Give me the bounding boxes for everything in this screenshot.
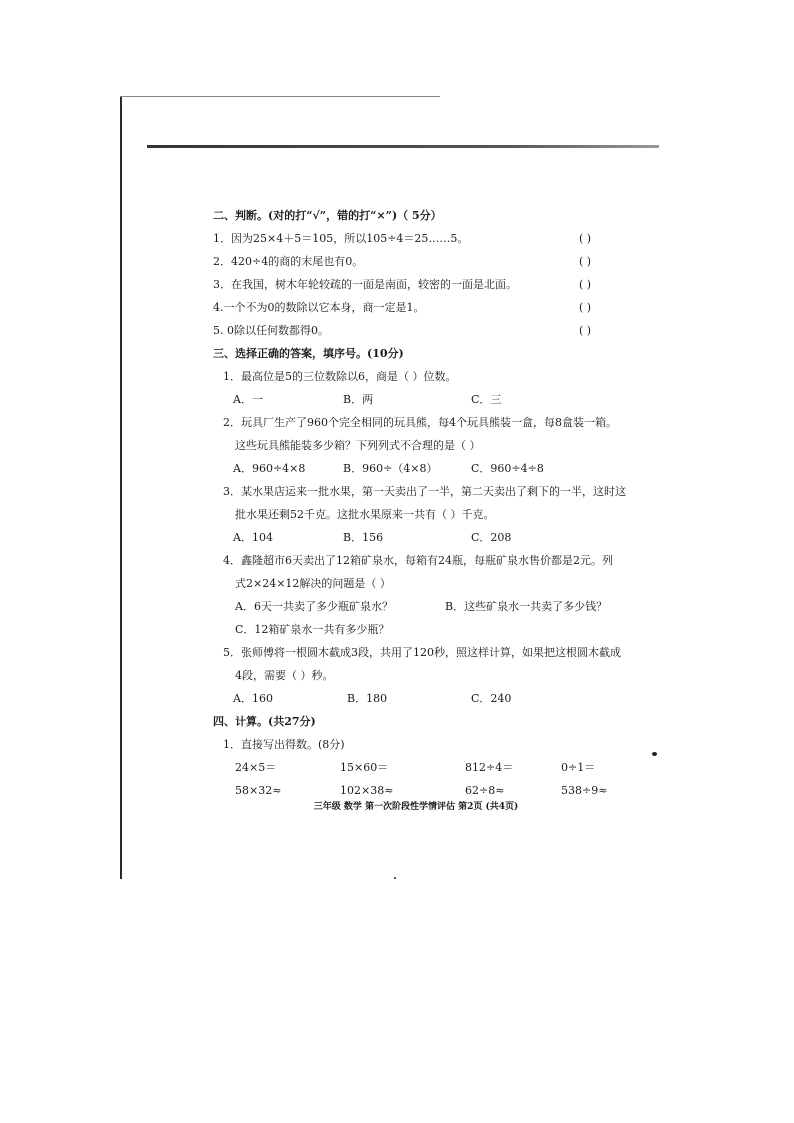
- scan-border-top: [120, 96, 440, 97]
- choice-q4-stem: 4．鑫隆超市6天卖出了12箱矿泉水，每箱有24瓶，每瓶矿泉水售价都是2元。列: [223, 554, 613, 567]
- scan-border-left: [120, 97, 122, 879]
- choice-q2-stem: 2．玩具厂生产了960个完全相同的玩具熊，每4个玩具熊装一盒，每8盒装一箱。: [223, 416, 617, 429]
- choice-q1-options: [213, 388, 633, 411]
- calc-item: 15×60＝: [340, 761, 389, 774]
- judge-item-4: 4.一个不为0的数除以它本身，商一定是1。 ( ): [213, 296, 633, 319]
- answer-paren: ( ): [578, 278, 592, 291]
- answer-paren: ( ): [578, 301, 592, 314]
- calc-subtitle: 1．直接写出得数。(8分): [223, 738, 345, 751]
- choice-q5-options: [213, 687, 633, 710]
- choice-q3-stem: 3．某水果店运来一批水果，第一天卖出了一半，第二天卖出了剩下的一半，这时这: [223, 485, 626, 498]
- choice-q4-stem-cont: 式2×24×12解决的问题是（ ）: [235, 577, 391, 590]
- choice-q3-stem-cont: 批水果还剩52千克。这批水果原来一共有（ ）千克。: [235, 508, 495, 521]
- choice-q4-options-c: [213, 618, 633, 641]
- option-a: A．104: [233, 531, 273, 544]
- option-c: C．12箱矿泉水一共有多少瓶？: [235, 623, 390, 636]
- option-b: B．156: [343, 531, 384, 544]
- judge-item-5: 5. 0除以任何数都得0。 ( ): [213, 319, 633, 342]
- page-footer: 三年级 数学 第一次阶段性学情评估 第2页 (共4页): [313, 802, 519, 812]
- exam-page: [213, 204, 633, 802]
- calc-row-1: [213, 756, 633, 779]
- option-c: C．三: [471, 393, 502, 406]
- choice-q2-stem-cont: 这些玩具熊能装多少箱？下列列式不合理的是（ ）: [235, 439, 481, 452]
- option-b: B．这些矿泉水一共卖了多少钱？: [445, 600, 608, 613]
- option-a: A．6天一共卖了多少瓶矿泉水？: [235, 600, 393, 613]
- option-a: A．160: [233, 692, 273, 705]
- option-c: C．240: [471, 692, 512, 705]
- calc-item: 102×38≈: [340, 784, 394, 797]
- option-b: B．两: [343, 393, 374, 406]
- answer-paren: ( ): [578, 255, 592, 268]
- calc-item: 24×5＝: [235, 761, 277, 774]
- judge-section-title: 二、判断。(对的打“√”，错的打“×”)（ 5分）: [213, 209, 442, 222]
- option-a: A．一: [233, 393, 263, 406]
- judge-item-3: 3．在我国，树木年轮较疏的一面是南面，较密的一面是北面。 ( ): [213, 273, 633, 296]
- choice-q1-stem: 1．最高位是5的三位数除以6，商是（ ）位数。: [223, 370, 457, 383]
- judge-item-2: 2．420÷4的商的末尾也有0。 ( ): [213, 250, 633, 273]
- judge-item-1: 1．因为25×4＋5＝105，所以105÷4＝25……5。 ( ): [213, 227, 633, 250]
- calc-item: 812÷4＝: [465, 761, 514, 774]
- option-c: C．208: [471, 531, 512, 544]
- scan-speck: [394, 877, 396, 879]
- calc-item: 62÷8≈: [465, 784, 505, 797]
- option-a: A．960÷4×8: [233, 462, 306, 475]
- option-b: B．960÷（4×8）: [343, 462, 438, 475]
- calc-item: 58×32≈: [235, 784, 282, 797]
- choice-section-title: 三、选择正确的答案，填序号。(10分): [213, 347, 404, 360]
- calc-item: 0÷1＝: [561, 761, 596, 774]
- choice-q5-stem-cont: 4段，需要（ ）秒。: [235, 669, 334, 682]
- scan-speck: [652, 752, 657, 756]
- choice-q4-options-ab: [213, 595, 633, 618]
- choice-q5-stem: 5．张师傅将一根圆木截成3段，共用了120秒，照这样计算，如果把这根圆木截成: [223, 646, 621, 659]
- calc-item: 538÷9≈: [561, 784, 608, 797]
- option-b: B．180: [347, 692, 388, 705]
- choice-q2-options: [213, 457, 633, 480]
- answer-paren: ( ): [578, 324, 592, 337]
- calc-section-title: 四、计算。(共27分): [213, 715, 316, 728]
- header-rule: [147, 145, 659, 148]
- choice-q3-options: [213, 526, 633, 549]
- answer-paren: ( ): [578, 232, 592, 245]
- option-c: C．960÷4÷8: [471, 462, 544, 475]
